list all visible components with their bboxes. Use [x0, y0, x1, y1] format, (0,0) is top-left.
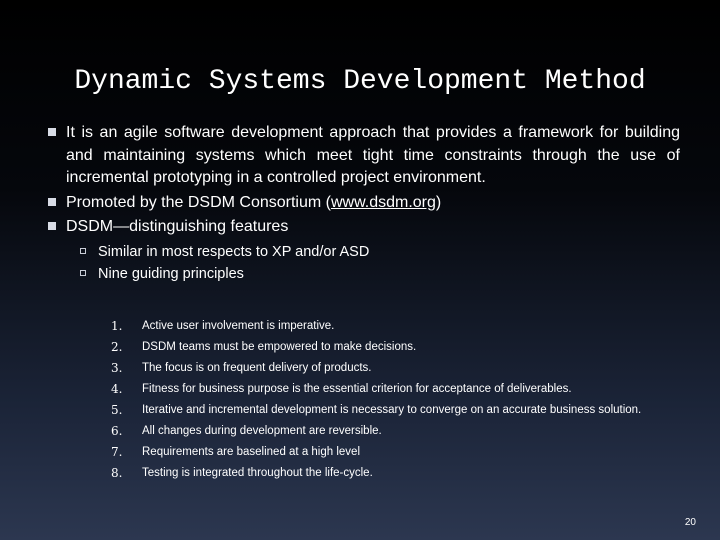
principle-text: All changes during development are reversible. [142, 425, 382, 437]
principle-number: 2. [111, 340, 123, 354]
dsdm-website-link[interactable]: www.dsdm.org [330, 193, 436, 211]
principle-text: DSDM teams must be empowered to make decisions. [142, 341, 417, 353]
bullet-item [48, 216, 680, 239]
slide-title: Dynamic Systems Development Method [74, 66, 646, 97]
principle-item [111, 403, 681, 418]
hollow-square-bullet-icon [80, 270, 86, 276]
principle-item [111, 382, 681, 397]
principle-text: Iterative and incremental development is necessary to converge on an accurate business solution. [142, 404, 642, 416]
principle-number: 1. [111, 319, 123, 333]
principle-item [111, 340, 681, 355]
bullet-item [48, 192, 680, 215]
bullet-text-prefix: Promoted by the DSDM Consortium ( [66, 193, 331, 211]
principle-number: 4. [111, 382, 123, 396]
principle-item [111, 361, 681, 376]
principle-text: Active user involvement is imperative. [142, 320, 335, 332]
hollow-square-bullet-icon [80, 248, 86, 254]
principle-item [111, 424, 681, 439]
sub-bullet-item [80, 241, 680, 263]
bullet-text-suffix: ) [435, 193, 442, 211]
bullet-text: DSDM—distinguishing features [66, 218, 289, 235]
square-bullet-icon [48, 222, 56, 230]
principle-text: Testing is integrated throughout the life-cycle. [142, 467, 373, 479]
principle-number: 7. [111, 445, 123, 459]
principle-item [111, 319, 681, 334]
principle-item [111, 445, 681, 460]
principles-list [111, 319, 681, 481]
principle-number: 6. [111, 424, 123, 438]
sub-bullet-text: Similar in most respects to XP and/or ASD [98, 243, 370, 260]
principle-number: 3. [111, 361, 123, 375]
page-number: 20 [684, 517, 696, 528]
square-bullet-icon [48, 198, 56, 206]
principle-text: The focus is on frequent delivery of products. [142, 362, 372, 374]
principle-text: Requirements are baselined at a high level [142, 446, 360, 458]
square-bullet-icon [48, 128, 56, 136]
bullet-list [48, 122, 680, 285]
principle-number: 5. [111, 403, 123, 417]
sub-bullet-item [80, 263, 680, 285]
principle-text: Fitness for business purpose is the essential criterion for acceptance of deliverables. [142, 383, 572, 395]
principle-number: 8. [111, 466, 123, 480]
sub-bullet-text: Nine guiding principles [98, 265, 244, 282]
bullet-text: It is an agile software development approach that provides a framework for building and maintaining systems which meet tight time constraints through the use of incremental prototyping in a controlled project environment. [66, 124, 680, 186]
bullet-text [66, 192, 680, 215]
bullet-item [48, 122, 680, 190]
principle-item [111, 466, 681, 481]
